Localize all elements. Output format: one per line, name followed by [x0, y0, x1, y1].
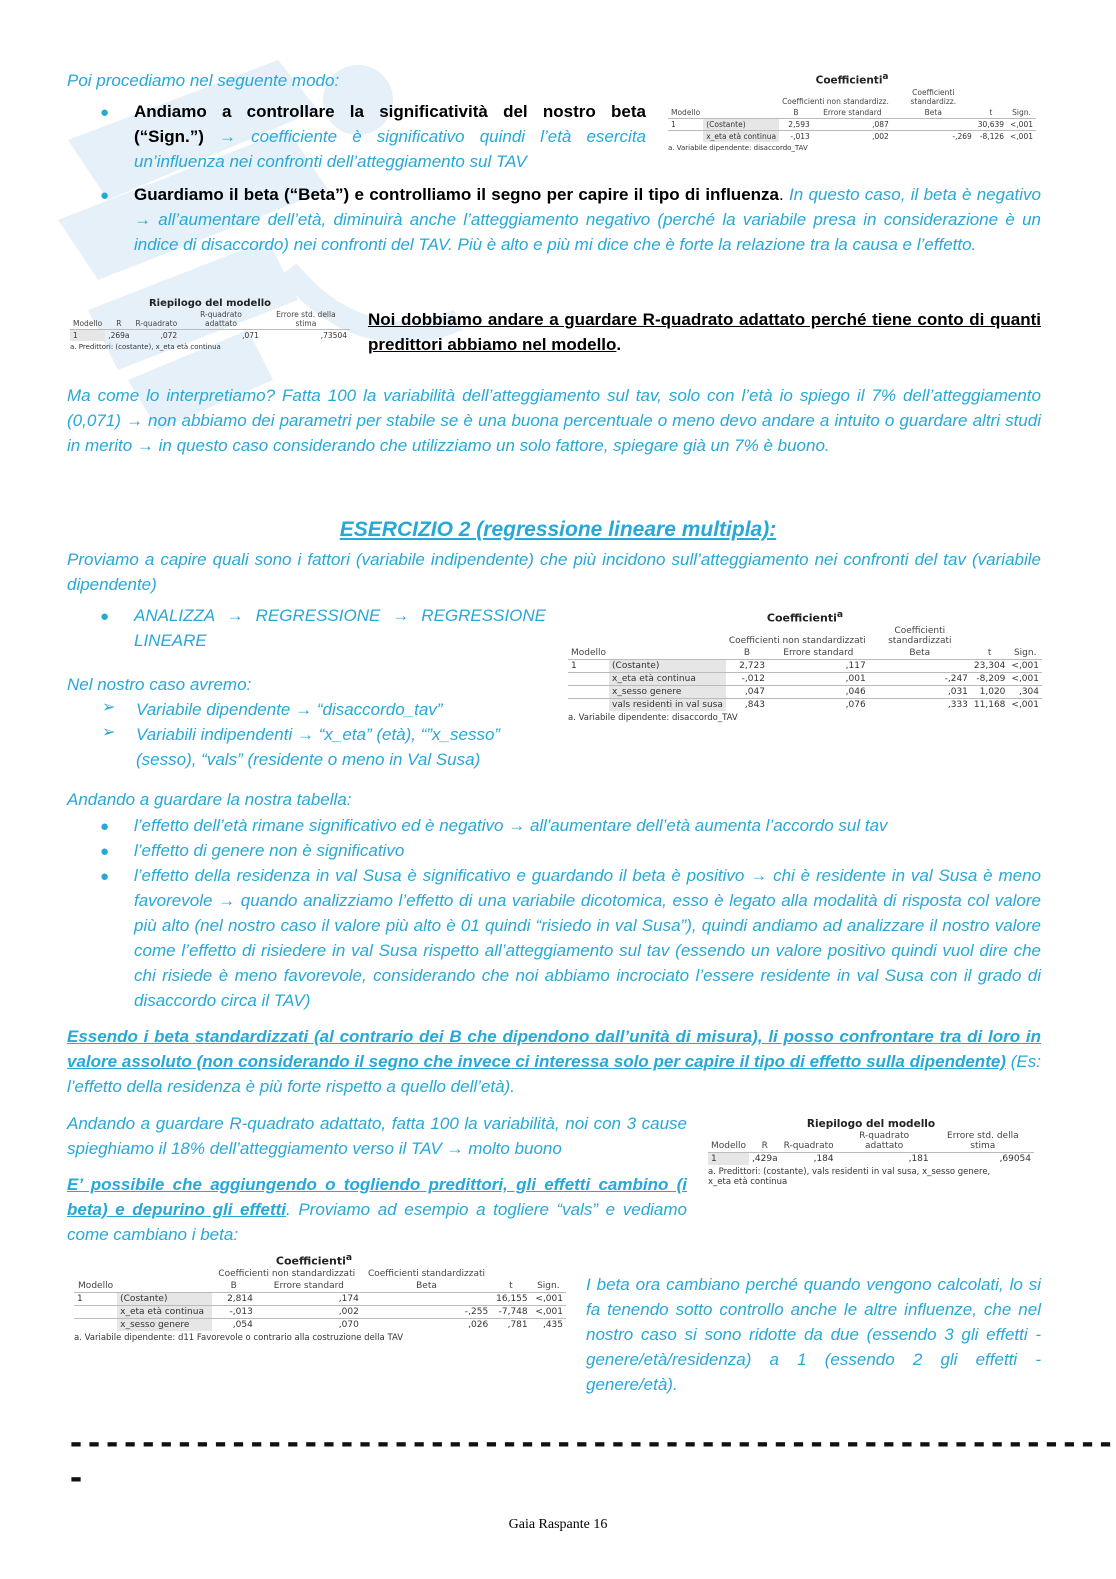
table-footnote: a. Predittori: (costante), vals residenti in val susa, x_sesso genere, x_eta età continua [708, 1167, 991, 1187]
bullet-significance-bold: Andiamo a controllare la significatività del nostro beta (“Sign.”) [134, 102, 646, 146]
header-std: Coefficienti standardizz. [910, 87, 957, 106]
bullet-significance [134, 99, 646, 174]
coefficients-table-simple [668, 72, 1036, 152]
header-beta: Beta [909, 647, 931, 658]
header-modello: Modello [711, 1141, 747, 1151]
header-sig: Sign. [537, 1280, 560, 1291]
table-title: Riepilogo del modello [806, 1118, 936, 1130]
table-row: x_sesso genere ,047 ,046 ,031 1,020 ,304 [568, 685, 1042, 698]
header-t: t [987, 647, 992, 658]
standardized-beta-bold: Essendo i beta standardizzati (al contrario dei B che dipendono dall’unità di misura), li posso confrontare tra di loro in valore assoluto (non considerando il segno che invece ci interessa solo per capire il tipo di effetto sulla dipendente) [67, 1027, 1041, 1071]
predictors-change-bold: E’ possibile che aggiungendo o togliendo predittori, gli effetti cambino (i beta) e depurino gli effetti [67, 1175, 687, 1219]
header-err: Errore standard [823, 107, 882, 117]
predictors-change-rest: . Proviamo ad esempio a togliere “vals” e vediamo come cambiano i beta: [67, 1200, 687, 1244]
header-nonstd: Coefficienti non standardizzati [728, 635, 866, 646]
bullet-dot: ● [100, 608, 110, 625]
table-title: Coefficienti$^a$ [275, 1252, 353, 1268]
header-b: B [793, 107, 799, 117]
effect-age: l’effetto dell’età rimane significativo ed è negativo → all'aumentare dell’età aumenta l’accordo sul tav [134, 816, 888, 835]
page-footer: Gaia Raspante 16 [508, 1517, 608, 1532]
table-row: 1 (Costante) 2,814 ,174 16,155 <,001 [74, 1292, 566, 1305]
header-std: Coefficienti standardizzati [367, 1268, 485, 1279]
table-footnote: a. Predittori: (costante), x_eta età continua [70, 343, 221, 351]
coefficients-table-multiple [568, 609, 1042, 723]
table-row: vals residenti in val susa ,843 ,076 ,333 11,168 <,001 [568, 698, 1042, 711]
exercise-title: ESERCIZIO 2 (regressione lineare multipla): [339, 518, 777, 541]
model-summary-table-multiple [708, 1118, 1034, 1187]
header-std: Coefficienti standardizzati [888, 625, 952, 646]
header-t: t [509, 1280, 513, 1291]
beta-change-explanation: I beta ora cambiano perché quando vengono calcolati, lo si fa tenendo sotto controllo anche le altre influenze, che nel nostro caso si sono ridotte da due (essendo 3 gli effetti - genere/età/residenza) a 1 (essendo 2 gli effetti - genere/età). [586, 1275, 1041, 1394]
bullet-dot: ● [100, 843, 110, 860]
header-r2a: R-quadrato adattato [200, 310, 242, 328]
header-nonstd: Coefficienti non standardizz. [782, 96, 889, 106]
bullet-dot: ● [100, 104, 110, 121]
header-nonstd: Coefficienti non standardizzati [218, 1268, 356, 1279]
independent-variables: Variabili indipendenti → “x_eta” (età), “”x_sesso” (sesso), “vals” (residente o meno in Val Susa) [136, 725, 501, 769]
table-footnote: a. Variabile dipendente: d11 Favorevole o contrario alla costruzione della TAV [74, 1332, 404, 1343]
bullet-beta-rest: In questo caso, il beta è negativo → all’aumentare dell’età, diminuirà anche l’atteggiamento negativo (perché la variabile presa in considerazione è un indice di disaccordo) nei confronti del TAV. Più è alto e più mi dice che è forte la relazione tra la causa e l’effetto. [134, 185, 1041, 254]
bullet-dot: ● [100, 818, 110, 835]
table-row: x_eta età continua -,012 ,001 -,247 -8,209 <,001 [568, 672, 1042, 685]
r2-adjusted-note-end: . [616, 335, 622, 354]
bullet-significance-rest: → coefficiente è significativo quindi l’età esercita un’influenza nei confronti dell’atteggiamento sul TAV [134, 127, 646, 171]
arrow-bullet-icon: ➢ [102, 699, 116, 716]
table-footnote: a. Variabile dipendente: disaccordo_TAV [668, 143, 808, 152]
header-b: B [230, 1280, 237, 1291]
predictors-change-note [67, 1172, 687, 1247]
header-modello: Modello [73, 319, 103, 328]
r2-adjusted-note [368, 307, 1041, 357]
nostro-caso: Nel nostro caso avremo: [67, 675, 252, 694]
bullet-beta [134, 182, 1041, 257]
header-err: Errore standard [273, 1280, 344, 1291]
exercise-intro: Proviamo a capire quali sono i fattori (variabile indipendente) che più incidono sull’atteggiamento nei confronti del tav (variabile dipendente) [67, 550, 1041, 594]
header-modello: Modello [571, 647, 607, 658]
header-r: R [761, 1141, 768, 1151]
model-summary-table-simple [70, 298, 350, 351]
header-modello: Modello [78, 1280, 114, 1291]
effect-residence: l’effetto della residenza in val Susa è significativo e guardando il beta è positivo → chi è residente in val Susa è meno favorevole → quando analizziamo l’effetto di una variabile dicotomica, esso è legato alla modalità di risposta col valore più alto (nel nostro caso il valore più alto è 01 quindi “risiedo in val Susa”), quindi andiamo ad analizzare il nostro valore come l’effetto di risiedere in val Susa rispetto all’atteggiamento sul tav (essendo un valore positivo quindi vuol dire che chi risiede è meno favorevole, considerando che noi abbiamo incrociato l’essere residente in val Susa con il grado di disaccordo circa il TAV) [134, 866, 1041, 1010]
table-title: Coefficienti$^a$ [766, 609, 844, 625]
r2-adjusted-multiple: Andando a guardare R-quadrato adattato, fatta 100 la variabilità, noi con 3 cause spieghiamo il 18% dell’atteggiamento verso il TAV → molto buono [67, 1114, 687, 1158]
table-row: x_sesso genere ,054 ,070 ,026 ,781 ,435 [74, 1318, 566, 1331]
interpretation-paragraph: Ma come lo interpretiamo? Fatta 100 la variabilità dell’atteggiamento sul tav, solo con l’età io spiego il 7% dell’atteggiamento (0,071) → non abbiamo dei parametri per stabile se è una buona percentuale o meno devo andare a intuito o guardare altri studi in merito → in questo caso considerando che utilizziamo un solo fattore, spiegare già un 7% è buono. [67, 386, 1041, 455]
header-sig: Sign. [1012, 107, 1031, 117]
table-row: x_eta età continua -,013 ,002 -,269 -8,126 <,001 [668, 130, 1036, 142]
header-err: Errore standard [783, 647, 854, 658]
table-title: Riepilogo del modello [148, 298, 272, 309]
bullet-beta-dot: . [778, 185, 784, 204]
standardized-beta-example: (Es: l’effetto della residenza è più forte rispetto a quello dell’età). [67, 1052, 1041, 1096]
section-divider: ----------------------------------------------------------- [67, 1426, 1115, 1496]
dependent-variable: Variabile dipendente → “disaccordo_tav” [136, 700, 443, 719]
header-err: Errore std. della stima [276, 310, 336, 328]
effect-gender: l’effetto di genere non è significativo [134, 841, 405, 860]
header-r2: R-quadrato [135, 319, 178, 328]
header-beta: Beta [924, 107, 942, 117]
table-title: Coefficienti$^a$ [815, 72, 889, 87]
header-r2: R-quadrato [783, 1141, 834, 1151]
table-row: 1 (Costante) 2,723 ,117 23,304 <,001 [568, 659, 1042, 672]
table-row: 1 (Costante) 2,593 ,087 30,639 <,001 [668, 118, 1036, 130]
bullet-dot: ● [100, 187, 110, 204]
intro-text: Poi procediamo nel seguente modo: [67, 71, 340, 90]
table-row: 1 ,269a ,072 ,071 ,73504 [70, 330, 350, 342]
menu-path: ANALIZZA → REGRESSIONE → REGRESSIONE LINEARE [134, 606, 546, 650]
header-r2a: R-quadrato adattato [859, 1131, 910, 1151]
table-footnote: a. Variabile dipendente: disaccordo_TAV [568, 712, 738, 723]
coefficients-table-reduced [74, 1252, 566, 1343]
arrow-bullet-icon: ➢ [102, 724, 116, 741]
header-beta: Beta [416, 1280, 437, 1291]
standardized-beta-note [67, 1024, 1041, 1099]
table-row: 1 ,429a ,184 ,181 ,69054 [708, 1153, 1034, 1166]
bullet-beta-bold: Guardiamo il beta (“Beta”) e controlliamo il segno per capire il tipo di influenza [134, 185, 779, 204]
header-b: B [743, 647, 750, 658]
header-r: R [116, 319, 122, 328]
r2-adjusted-note-text: Noi dobbiamo andare a guardare R-quadrato adattato perché tiene conto di quanti predittori abbiamo nel modello [368, 310, 1041, 354]
header-modello: Modello [671, 107, 701, 117]
header-sig: Sign. [1013, 647, 1037, 658]
bullet-dot: ● [100, 868, 110, 885]
header-t: t [989, 107, 993, 117]
tabella-intro: Andando a guardare la nostra tabella: [67, 790, 352, 809]
table-row: x_eta età continua -,013 ,002 -,255 -7,748 <,001 [74, 1305, 566, 1318]
header-err: Errore std. della stima [947, 1131, 1019, 1151]
